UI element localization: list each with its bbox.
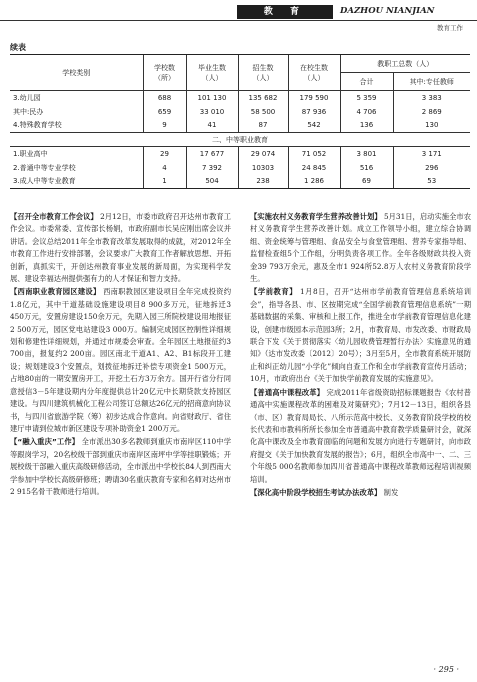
cell-teachers: 296 <box>393 161 470 175</box>
cell-schools: 688 <box>143 91 186 105</box>
paragraph-heading: 【西南职业教育园区建设】 <box>10 287 101 297</box>
left-text-column <box>10 211 231 498</box>
page-number: · 295 · <box>433 665 459 674</box>
section-title: 二、中等职业教育 <box>10 133 470 147</box>
cell-name: 3.成人中等专业教育 <box>10 175 143 189</box>
cell-staff: 136 <box>340 119 393 133</box>
cell-students: 1 286 <box>288 175 340 189</box>
article-paragraph <box>10 436 231 498</box>
table-row <box>10 105 470 119</box>
cell-staff: 4 706 <box>340 105 393 119</box>
paragraph-text: 2月12日，市委市政府召开达州市教育工作会议。市委常委、宣传部长杨娟，市政府副市长吴应刚出席会议并讲话。会议总结2011年全市教育改革发展取得的成就，对2012年全市教育工作进行安排部署，会议要求广大教育工作者解放思想、开拓创新，真抓实干，开创达州教育事业发展的新局面，为实现科学发展、建设幸福达州提供强有力的人才保证和智力支持。 <box>10 212 231 284</box>
paragraph-text: 5月31日，启动实施全市农村义务教育学生营养改善计划。成立工作领导小组，建立综合协调组、资金统筹与管理组、食品安全与食堂管理组、营养专家指导组、监督检查组5个工作组，分明负责各项工作。全年各级财政共投入资金39 793万余元，惠及全市1 924所52.8万人农村义务教育阶段学生。 <box>250 212 472 284</box>
paragraph-heading: 【普通高中课程改革】 <box>250 387 325 397</box>
cell-staff: 3 801 <box>340 147 393 161</box>
paragraph-heading: 【“融入重庆”工作】 <box>10 437 80 447</box>
cell-name: 3.幼儿园 <box>13 93 41 102</box>
cell-schools: 1 <box>143 175 186 189</box>
article-paragraph <box>250 286 471 385</box>
cell-graduates: 17 677 <box>186 147 238 161</box>
cell-students: 542 <box>288 119 340 133</box>
col-header-schools: 学校数 （所） <box>143 55 186 91</box>
cell-enrolled: 135 682 <box>238 91 288 105</box>
header-subtitle: 教育工作 <box>437 24 463 32</box>
cell-name: 2.普通中等专业学校 <box>13 163 76 172</box>
col-header-staff: 教职工总数（人） <box>340 55 470 73</box>
cell-students: 71 052 <box>288 147 340 161</box>
article-paragraph <box>250 487 471 499</box>
table-row <box>10 161 470 175</box>
cell-graduates: 7 392 <box>186 161 238 175</box>
col-header-graduates: 毕业生数 （人） <box>186 55 238 91</box>
cell-staff: 69 <box>340 175 393 189</box>
cell-staff: 5 359 <box>340 91 393 105</box>
header-rule <box>0 20 477 21</box>
cell-name: 其中:民办 <box>13 107 44 116</box>
cell-teachers: 3 171 <box>393 147 470 161</box>
cell-staff: 516 <box>340 161 393 175</box>
cell-teachers: 130 <box>393 119 470 133</box>
cell-enrolled: 10303 <box>238 161 288 175</box>
page-header <box>0 0 477 34</box>
cell-name: 4.特殊教育学校 <box>13 121 62 130</box>
cell-graduates: 101 130 <box>186 91 238 105</box>
cell-enrolled: 238 <box>238 175 288 189</box>
section-row <box>10 133 470 147</box>
cell-schools: 9 <box>143 119 186 133</box>
cell-graduates: 33 010 <box>186 105 238 119</box>
paragraph-text: 制发 <box>383 487 399 497</box>
paragraph-heading: 【深化高中阶段学校招生考试办法改革】 <box>250 487 382 497</box>
col-header-staff-teachers: 其中:专任教师 <box>393 73 470 91</box>
col-header-type: 学校类别 <box>10 55 143 91</box>
header-yearbook-title: DAZHOU NIANJIAN <box>340 6 435 16</box>
cell-graduates: 41 <box>186 119 238 133</box>
paragraph-heading: 【召开全市教育工作会议】 <box>10 212 98 221</box>
cell-enrolled: 87 <box>238 119 288 133</box>
article-paragraph <box>250 387 471 486</box>
header-category: 教 育 <box>263 7 307 17</box>
col-header-staff-total: 合计 <box>340 73 393 91</box>
article-paragraph <box>10 211 231 285</box>
cell-schools: 29 <box>143 147 186 161</box>
cell-teachers: 53 <box>393 175 470 189</box>
paragraph-text: 全市派出30多名教师到重庆市南岸区110中学等跟岗学习，20名校级干部到重庆市南岸区南坪中学等挂职锻炼；开展校级干部融入重庆高级研修活动，全市派出中学校长84人到西南大学参加中学校长高级研修班；聘请30名重庆教育专家和名师对达州市2 915名骨干教师进行培训。 <box>10 437 232 496</box>
cell-schools: 659 <box>143 105 186 119</box>
right-text-column <box>250 211 471 499</box>
statistics-table <box>10 54 470 189</box>
article-paragraph <box>250 211 471 285</box>
col-header-enrolled: 招生数 （人） <box>238 55 288 91</box>
table-row <box>10 175 470 189</box>
paragraph-heading: 【实施农村义务教育学生营养改善计划】 <box>250 212 382 221</box>
article-paragraph <box>10 286 231 435</box>
table-row <box>10 119 470 133</box>
table-row <box>10 147 470 161</box>
cell-teachers: 3 383 <box>393 91 470 105</box>
cell-students: 179 590 <box>288 91 340 105</box>
cell-students: 87 936 <box>288 105 340 119</box>
cell-teachers: 2 869 <box>393 105 470 119</box>
cell-graduates: 504 <box>186 175 238 189</box>
paragraph-text: 西南职教园区建设项目全年完成投资约1.8亿元，其中干道基础设施建设项目8 900多万元，征地拆迁3 450万元，安置房建设150余万元，先期入园三所院校建设用地报征2 500万元，园区党电站建设3 000万。编制完成园区控制性详细规划和修建性详细规划，并通过市规委会审查。全年园区土地报征约3 700亩，报复约2 200亩。园区南北干道A1、A2、B1标段开工建设；规划建设3个安置点，划拨征地拆迁补偿专项资金1 500万元，占地80亩的一期安置房开工，开挖土石方3万余方。国开行省分行同意授信3－5年建设期内分年度提供总计20亿元中长期贷款支持园区建设。与四川建筑机械化工程公司签订总额达26亿元的招商意向协议书，与四川省旅游学院（筹）初步达成合作意向。向省财政厅、省住建厅申请到位城市新区建设专项补助资金1 200万元。 <box>10 287 232 433</box>
paragraph-text: 完成2011年省级资助招标课题报告《农村普通高中实施课程改革的困难及对策研究》；7月12－13日，组织各县（市、区）教育局局长、八所示范高中校长、义务教育阶段学校的校长代表和市教科所所长参加全市普通高中教育教学质量研讨会，就深化高中课改及全市教育面临的问题和发展方向进行专题研讨，向市政府提交《关于加快教育发展的报告》；6月，组织全市高中一、二、三个年级5 000名教师参加四川省普通高中课程改革教师远程培训视频培训。 <box>250 387 472 484</box>
cell-enrolled: 29 074 <box>238 147 288 161</box>
cell-schools: 4 <box>143 161 186 175</box>
table-continued-label: 续表 <box>10 43 26 52</box>
table-row <box>10 91 470 105</box>
col-header-students: 在校生数 （人） <box>288 55 340 91</box>
cell-enrolled: 58 500 <box>238 105 288 119</box>
cell-students: 24 845 <box>288 161 340 175</box>
paragraph-heading: 【学前教育】 <box>250 287 298 297</box>
paragraph-text: 1月8日，召开“达州市学前教育管理信息系统培训会”，指导各县、市、区按期完成“全国学前教育管理信息系统”一期基础数据的采集、审核和上报工作，推进全市学前教育管理信息化建设，创建市级园本示范园3所；2月，市教育局、市发改委、市财政局联合下发《关于贯彻落实〈幼儿园收费管理暂行办法〉实施意见的通知》（达市发改委〔2012〕20号）；3月至5月，全市教育系统开展防止和纠正幼儿园“小学化”倾向自查工作和全市学前教育宣传月活动；10月，市政府出台《关于加快学前教育发展的实施意见》。 <box>250 287 472 384</box>
cell-name: 1.职业高中 <box>13 149 48 158</box>
